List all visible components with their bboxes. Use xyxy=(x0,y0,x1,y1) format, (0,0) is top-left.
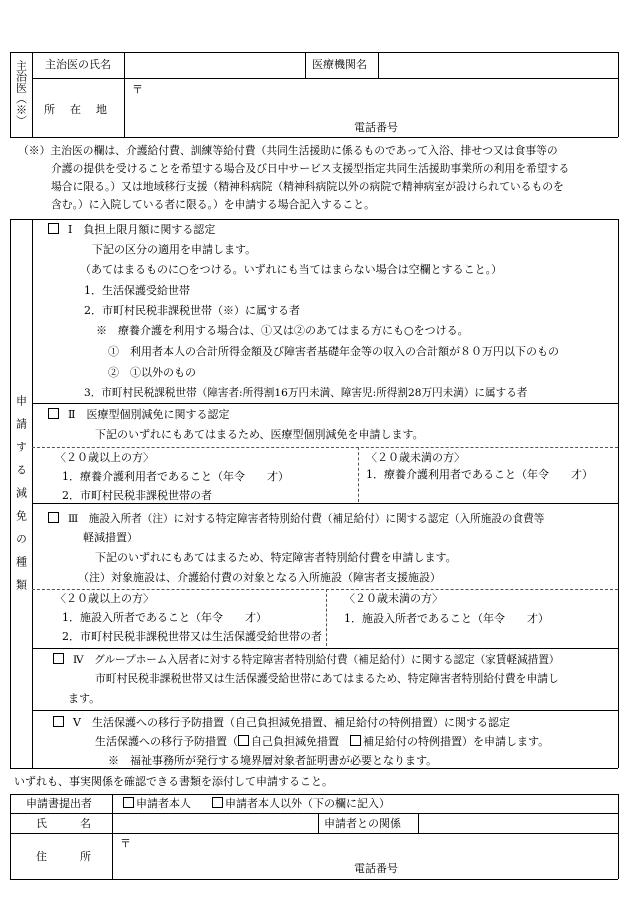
section3-over20-item2[interactable]: 2．市町村民税非課税世帯又は生活保護受給世帯の者 xyxy=(62,630,322,643)
submitter-options: 申請者本人 申請者本人以外（下の欄に記入） xyxy=(123,797,390,811)
section1-checkbox[interactable] xyxy=(48,223,59,234)
reduction-side-label: 申請する減免の種類 xyxy=(14,395,28,602)
section4-checkbox[interactable] xyxy=(53,653,64,664)
section2-line1: 下記のいずれにもあてはまるため、医療型個別減免を申請します。 xyxy=(95,428,424,441)
section2-over20-item2[interactable]: 2．市町村民税非課税世帯の者 xyxy=(62,489,212,502)
section3-line1: 下記のいずれにもあてはまるため、特定障害者特別給付費を申請します。 xyxy=(95,551,457,564)
submitter-name-field[interactable] xyxy=(114,815,316,832)
attach-note: いずれも、事実関係を確認できる書類を添付して申請すること。 xyxy=(14,775,333,788)
submitter-self-checkbox[interactable] xyxy=(123,797,134,808)
section1-item3[interactable]: 3．市町村民税課税世帯（障害者:所得割16万円未満、障害児:所得割28万円未満）に属する者 xyxy=(84,387,528,399)
section1-note: ※ 療養介護を利用する場合は、①又は②のあてはまる方にも○をつける。 xyxy=(96,324,469,337)
section2-checkbox[interactable] xyxy=(48,408,59,419)
section4-line1: 市町村民税非課税世帯又は生活保護受給世帯にあてはまるため、特定障害者特別給付費を申請し xyxy=(95,672,559,685)
institution-field[interactable] xyxy=(380,54,616,76)
submitter-name-label: 氏 名 xyxy=(36,817,91,830)
relation-field[interactable] xyxy=(420,815,616,832)
section4-line2: ます。 xyxy=(68,692,101,705)
physician-address-field[interactable] xyxy=(145,82,615,118)
self-pay-reduction-checkbox[interactable] xyxy=(238,735,249,746)
physician-name-field[interactable] xyxy=(126,54,303,76)
submitter-postal-mark: 〒 xyxy=(120,837,131,850)
submitter-address-label: 住 所 xyxy=(36,850,91,863)
section3-checkbox[interactable] xyxy=(48,512,59,523)
section5-note: ※ 福祉事務所が発行する境界層対象者証明書が必要となります。 xyxy=(108,754,438,767)
section1-title[interactable]: Ⅰ 負担上限月額に関する認定 xyxy=(48,223,215,237)
section2-under20-item1[interactable]: 1．療養介護利用者であること（年令 才） xyxy=(366,468,593,481)
section3-over20: 〈２０歳以上の方〉 xyxy=(55,592,154,605)
section1-choice2[interactable]: ② ①以外のもの xyxy=(108,366,196,379)
section2-title[interactable]: Ⅱ 医療型個別減免に関する認定 xyxy=(48,408,229,422)
section1-line1: 下記の区分の適用を申請します。 xyxy=(92,243,257,256)
institution-label: 医療機関名 xyxy=(312,58,367,71)
postal-mark: 〒 xyxy=(132,83,143,96)
section4-title[interactable]: Ⅳ グループホーム入居者に対する特定障害者特別給付費（補足給付）に関する認定（家賃軽減措置） xyxy=(53,653,559,667)
submitter-address-field[interactable] xyxy=(132,836,616,860)
section1-item1[interactable]: 1．生活保護受給世帯 xyxy=(84,284,190,297)
section3-under20-item1[interactable]: 1．施設入所者であること（年令 才） xyxy=(344,612,549,625)
section2-under20: 〈２０歳未満の方〉 xyxy=(366,451,465,464)
section3-under20: 〈２０歳未満の方〉 xyxy=(344,592,443,605)
supplementary-benefit-checkbox[interactable] xyxy=(350,735,361,746)
submitter-phone-label: 電話番号 xyxy=(354,862,398,875)
section5-title[interactable]: Ⅴ 生活保護への移行予防措置（自己負担減免措置、補足給付の特例措置）に関する認定 xyxy=(53,716,510,730)
physician-address-label: 所 在 地 xyxy=(44,103,109,116)
submitter-other-checkbox[interactable] xyxy=(212,797,223,808)
section2-over20: 〈２０歳以上の方〉 xyxy=(55,451,154,464)
section5-line1: 生活保護への移行予防措置（ 自己負担減免措置 補足給付の特例措置）を申請します。 xyxy=(95,735,550,748)
section2-over20-item1[interactable]: 1．療養介護利用者であること（年令 才） xyxy=(62,470,289,483)
physician-name-label: 主治医の氏名 xyxy=(45,58,111,71)
section3-title[interactable]: Ⅲ 施設入所者（注）に対する特定障害者特別給付費（補足給付）に関する認定（入所施設の食費等 xyxy=(48,512,544,526)
section3-note: （注）対象施設は、介護給付費の対象となる入所施設（障害者支援施設） xyxy=(78,571,441,584)
section1-item2[interactable]: 2．市町村民税非課税世帯（※）に属する者 xyxy=(84,304,300,317)
section3-over20-item1[interactable]: 1．施設入所者であること（年令 才） xyxy=(62,611,267,624)
physician-side-label: 主治医（※） xyxy=(14,60,28,126)
physician-phone-label: 電話番号 xyxy=(354,121,398,134)
section5-checkbox[interactable] xyxy=(53,716,64,727)
section1-choice1[interactable]: ① 利用者本人の合計所得金額及び障害者基礎年金等の収入の合計額が８０万円以下のもの xyxy=(108,345,559,358)
relation-label: 申請者との関係 xyxy=(324,817,401,830)
section3-title-cont: 軽減措置） xyxy=(83,531,138,544)
submitter-label: 申請書提出者 xyxy=(26,797,92,810)
section1-line2: （あてはまるものに○をつける。いずれにも当てはまらない場合は空欄とすること。） xyxy=(80,263,503,276)
